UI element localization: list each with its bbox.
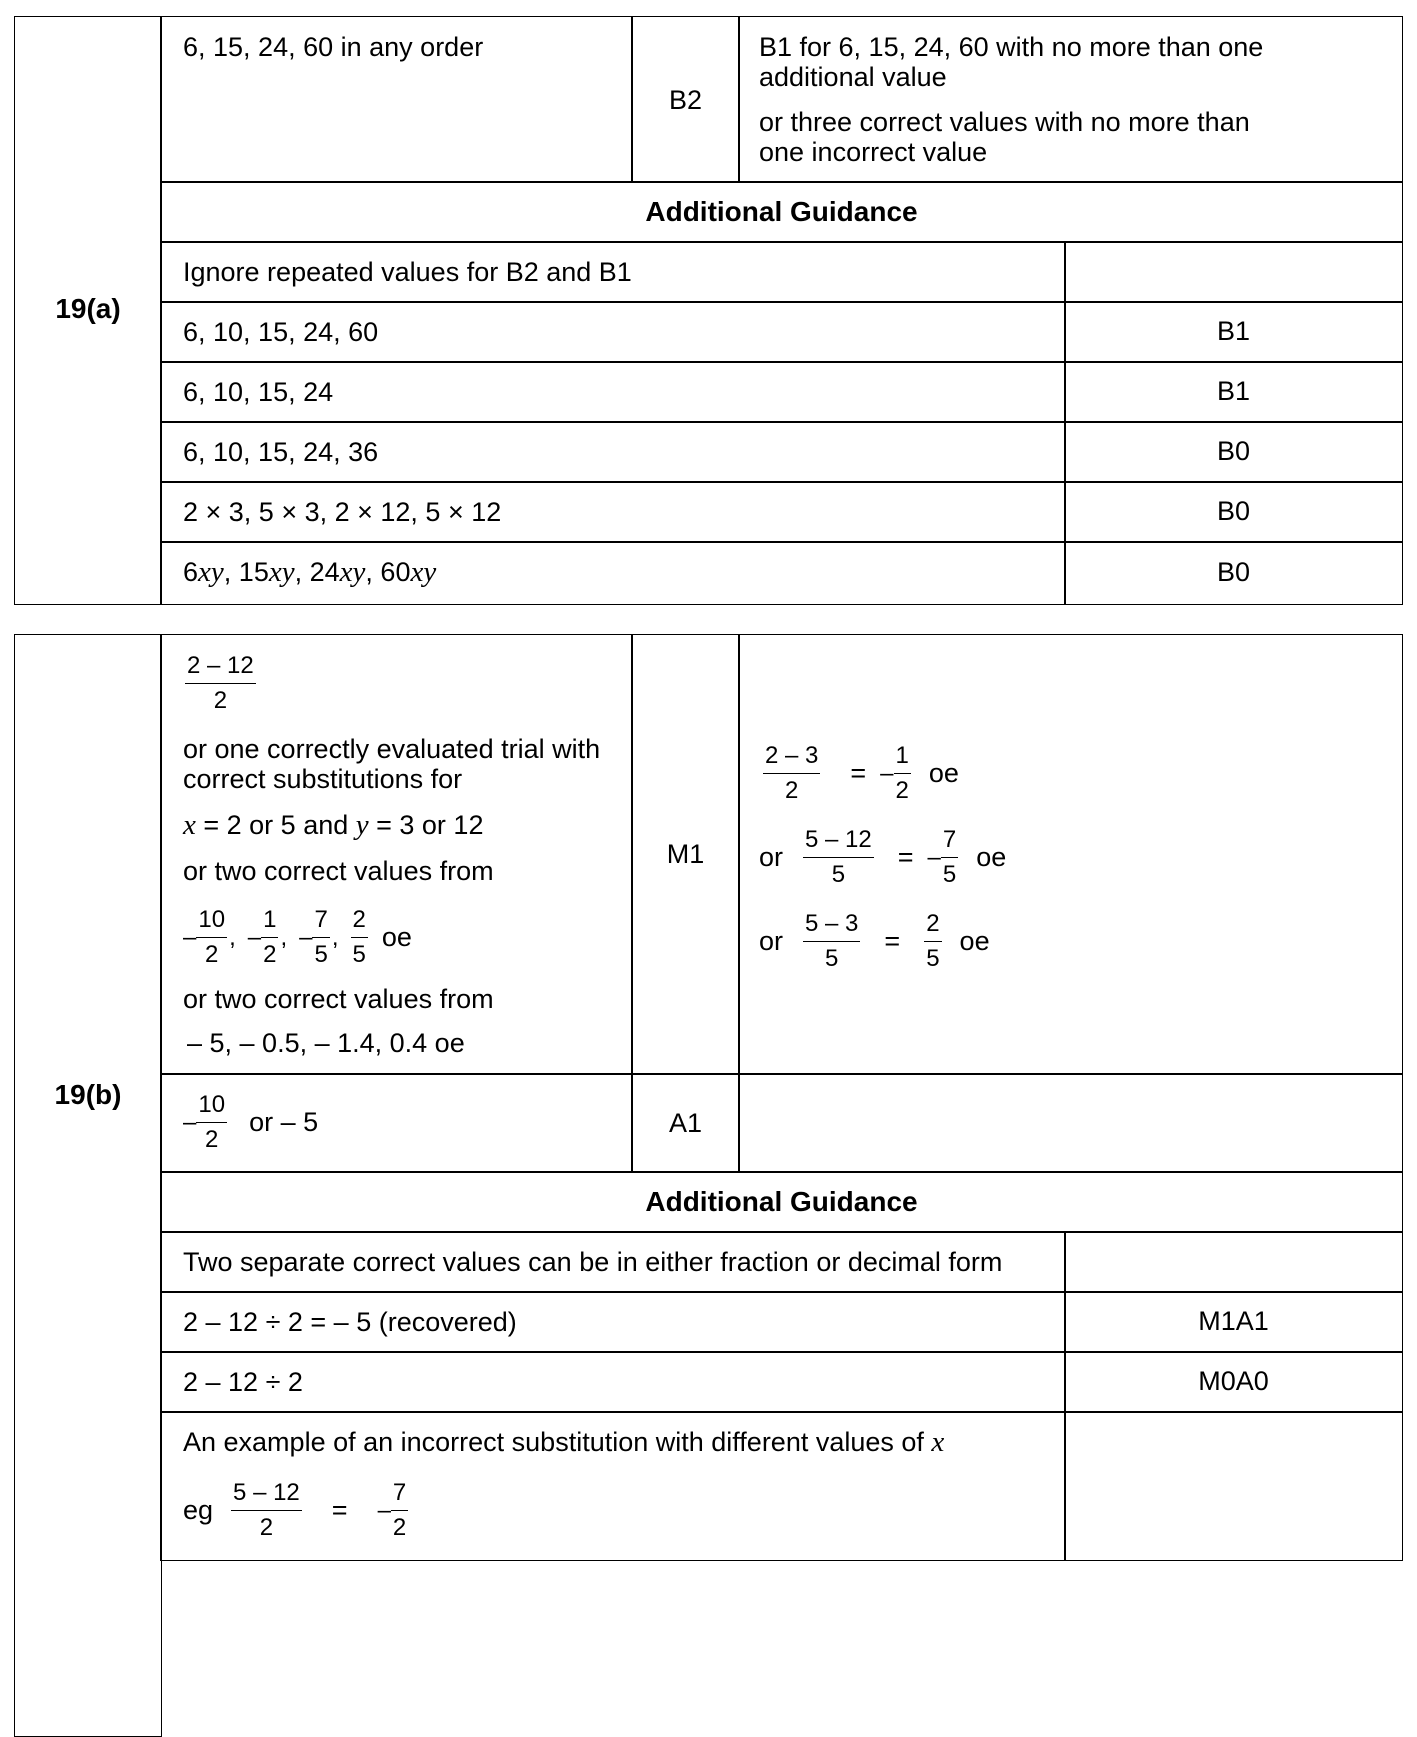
guidance-title-b: Additional Guidance bbox=[645, 1186, 918, 1217]
mark-cell-a bbox=[631, 16, 740, 183]
fraction-list: – $\frac{10}{2}$ , – $\frac{1}{2}$ , – $\frac{7}{5}$ , $\frac{2}{5}$ oe bbox=[183, 903, 412, 972]
mark-a1: A1 bbox=[668, 1108, 703, 1138]
part-b-block bbox=[14, 634, 1403, 1733]
guidance-mark-cell bbox=[1064, 1291, 1403, 1353]
guidance-text: Two separate correct values can be in either fraction or decimal form bbox=[183, 1247, 1003, 1277]
decimal-values: – 5, – 0.5, – 1.4, 0.4 oe bbox=[187, 1028, 465, 1058]
example-equation: eg $\frac{5 - 12}{2}$ = – $\frac{7}{2}$ bbox=[183, 1476, 408, 1545]
guidance-mark-cell bbox=[1064, 361, 1403, 423]
guidance-row bbox=[160, 1351, 1066, 1413]
question-label-a: 19(a) bbox=[55, 293, 121, 324]
mark-cell-m1 bbox=[631, 634, 740, 1075]
notes-a-line3: or three correct values with no more than bbox=[759, 107, 1250, 137]
answer-cell-a1 bbox=[160, 1073, 633, 1173]
question-label-b: 19(b) bbox=[54, 1079, 122, 1110]
note-fraction-3: or $\frac{5 - 3}{5}$ = $\frac{2}{5}$ oe bbox=[759, 907, 990, 976]
guidance-row bbox=[160, 361, 1066, 423]
guidance-row bbox=[160, 1291, 1066, 1353]
guidance-mark-cell bbox=[1064, 241, 1403, 303]
question-cell-b bbox=[14, 634, 162, 1737]
fraction-2-12-over-2: $\frac{2 - 12}{2}$ bbox=[185, 649, 256, 718]
notes-a-line1: B1 for 6, 15, 24, 60 with no more than one bbox=[759, 32, 1264, 62]
answer-cell-a bbox=[160, 16, 633, 183]
guidance-header-b bbox=[160, 1171, 1403, 1233]
guidance-row bbox=[160, 241, 1066, 303]
guidance-row-example bbox=[160, 1411, 1066, 1561]
guidance-text: 6, 10, 15, 24, 60 bbox=[183, 317, 379, 347]
example-intro: An example of an incorrect substitution with different values of x bbox=[183, 1426, 945, 1458]
guidance-mark: B1 bbox=[1216, 376, 1251, 406]
guidance-mark-cell bbox=[1064, 541, 1403, 605]
two-values-line-1: or two correct values from bbox=[183, 856, 494, 886]
guidance-row bbox=[160, 301, 1066, 363]
guidance-mark-cell bbox=[1064, 481, 1403, 543]
trial-line-1: or one correctly evaluated trial with bbox=[183, 734, 601, 764]
guidance-row bbox=[160, 1231, 1066, 1293]
guidance-text: 2 – 12 ÷ 2 bbox=[183, 1367, 303, 1397]
notes-cell-m1 bbox=[738, 634, 1403, 1075]
a1-answer: – $\frac{10}{2}$ or – 5 bbox=[183, 1088, 318, 1157]
notes-cell-a bbox=[738, 16, 1403, 183]
guidance-mark: B1 bbox=[1216, 316, 1251, 346]
guidance-text: 2 × 3, 5 × 3, 2 × 12, 5 × 12 bbox=[183, 497, 502, 527]
guidance-mark: M1A1 bbox=[1198, 1306, 1269, 1336]
substitution-line: x = 2 or 5 and y = 3 or 12 bbox=[183, 809, 484, 841]
guidance-title-a: Additional Guidance bbox=[645, 196, 918, 227]
mark-m1: M1 bbox=[666, 839, 705, 869]
notes-a-line4: one incorrect value bbox=[759, 137, 988, 167]
mark-cell-a1 bbox=[631, 1073, 740, 1173]
guidance-row bbox=[160, 541, 1066, 605]
guidance-mark-cell bbox=[1064, 1351, 1403, 1413]
guidance-mark-cell bbox=[1064, 1231, 1403, 1293]
guidance-mark: M0A0 bbox=[1198, 1366, 1269, 1396]
two-values-line-2: or two correct values from bbox=[183, 984, 494, 1014]
guidance-row bbox=[160, 481, 1066, 543]
guidance-text: 2 – 12 ÷ 2 = – 5 (recovered) bbox=[183, 1307, 517, 1337]
answer-cell-m1 bbox=[160, 634, 633, 1075]
guidance-text: 6, 10, 15, 24 bbox=[183, 377, 334, 407]
guidance-mark: B0 bbox=[1216, 557, 1251, 587]
guidance-text: 6, 10, 15, 24, 36 bbox=[183, 437, 379, 467]
guidance-mark: B0 bbox=[1216, 496, 1251, 526]
notes-cell-a1 bbox=[738, 1073, 1403, 1173]
part-a-block bbox=[14, 16, 1403, 605]
guidance-header-a bbox=[160, 181, 1403, 243]
guidance-row bbox=[160, 421, 1066, 483]
note-fraction-1: $\frac{2 - 3}{2}$ = – $\frac{1}{2}$ oe bbox=[763, 739, 959, 808]
guidance-mark-cell bbox=[1064, 301, 1403, 363]
trial-line-2: correct substitutions for bbox=[183, 764, 463, 794]
guidance-mark-cell bbox=[1064, 421, 1403, 483]
guidance-text: Ignore repeated values for B2 and B1 bbox=[183, 257, 632, 287]
guidance-mark-cell bbox=[1064, 1411, 1403, 1561]
note-fraction-2: or $\frac{5 - 12}{5}$ = – $\frac{7}{5}$ oe bbox=[759, 823, 1006, 892]
guidance-mark: B0 bbox=[1216, 436, 1251, 466]
xy-expression: 6xy, 15xy, 24xy, 60xy bbox=[183, 556, 437, 588]
answer-text-a: 6, 15, 24, 60 in any order bbox=[183, 32, 484, 62]
mark-a: B2 bbox=[668, 85, 703, 115]
notes-a-line2: additional value bbox=[759, 62, 947, 92]
